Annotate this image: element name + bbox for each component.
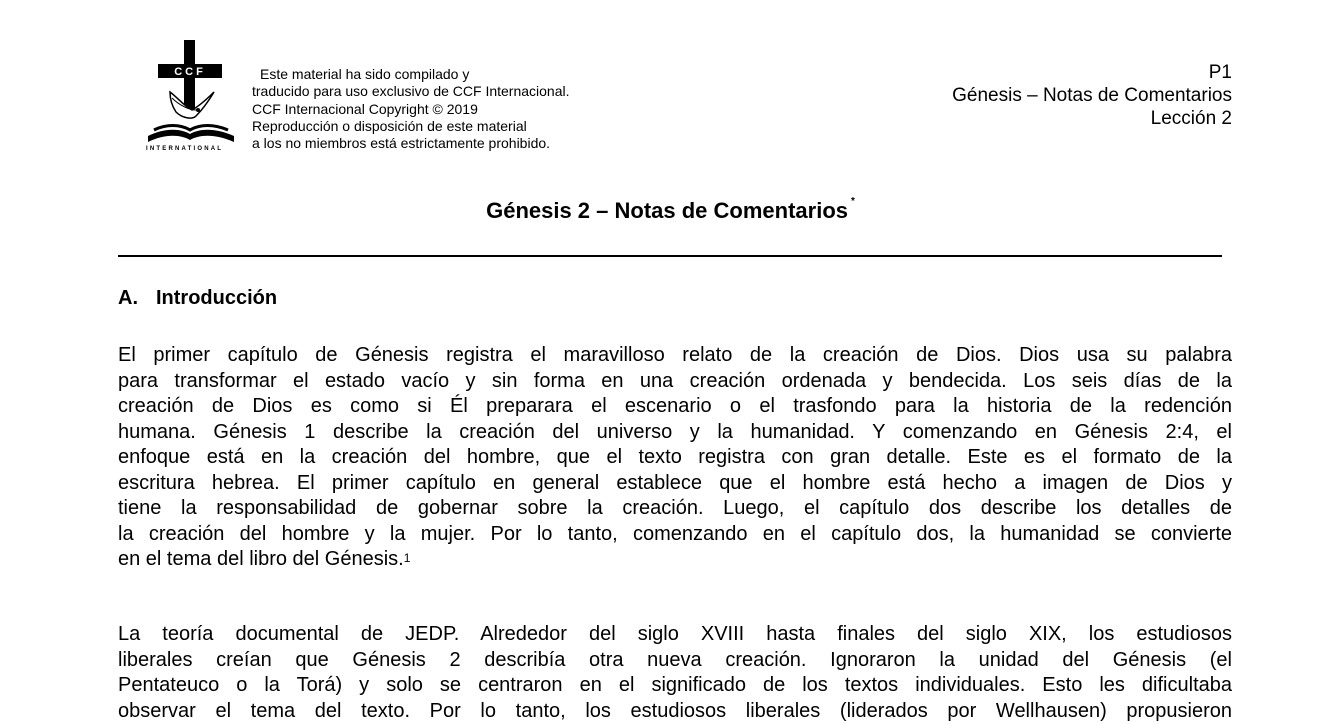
text-line: observar el tema del texto. Por lo tanto, los estudiosos liberales (liderados por Wellhausen) propusieron xyxy=(118,699,1232,724)
text-line: El primer capítulo de Génesis registra el maravilloso relato de la creación de Dios. Dios usa su palabra xyxy=(118,343,1232,369)
notice-line: Este material ha sido compilado y xyxy=(252,66,570,83)
text-line: creación de Dios es como si Él preparara el escenario o el trasfondo para la historia de la redención xyxy=(118,394,1232,420)
text-line: enfoque está en la creación del hombre, que el texto registra con gran detalle. Este es el formato de la xyxy=(118,445,1232,471)
copyright-notice xyxy=(252,66,570,152)
notice-line: Reproducción o disposición de este material xyxy=(252,118,570,135)
section-title: Introducción xyxy=(156,287,277,309)
page-number: P1 xyxy=(952,61,1232,84)
footnote-ref: 1 xyxy=(404,551,411,565)
text-line: en el tema del libro del Génesis. xyxy=(118,548,404,570)
notice-line: traducido para uso exclusivo de CCF Internacional. xyxy=(252,83,570,100)
lesson-label: Lección 2 xyxy=(952,107,1232,130)
text-line: tiene la responsabilidad de gobernar sobre la creación. Luego, el capítulo dos describe los detalles de xyxy=(118,496,1232,522)
title-footnote-marker: * xyxy=(851,196,855,207)
document-title-block xyxy=(0,198,1341,224)
text-line: para transformar el estado vacío y sin forma en una creación ordenada y bendecida. Los seis días de la xyxy=(118,369,1232,395)
text-line: La teoría documental de JEDP. Alrededor del siglo XVIII hasta finales del siglo XIX, los estudiosos xyxy=(118,622,1232,648)
cross-dove-bible-icon xyxy=(144,40,240,158)
paragraph-intro xyxy=(118,343,1232,573)
series-title: Génesis – Notas de Comentarios xyxy=(952,84,1232,107)
text-line-last xyxy=(118,547,1232,573)
text-line: liberales creían que Génesis 2 describía otra nueva creación. Ignoraron la unidad del Génesis (el xyxy=(118,648,1232,674)
logo-letters: CCF xyxy=(174,66,206,78)
section-letter: A. xyxy=(118,287,156,310)
notice-line: a los no miembros está estrictamente prohibido. xyxy=(252,135,570,152)
paragraph-jedp xyxy=(118,622,1232,724)
text-line: la creación del hombre y la mujer. Por lo tanto, comenzando en el capítulo dos, la humanidad se convierte xyxy=(118,522,1232,548)
text-line: humana. Génesis 1 describe la creación del universo y la humanidad. Y comenzando en Génesis 2:4, el xyxy=(118,420,1232,446)
notice-line: CCF Internacional Copyright © 2019 xyxy=(252,101,570,118)
text-line: escritura hebrea. El primer capítulo en general establece que el hombre está hecho a imagen de Dios y xyxy=(118,471,1232,497)
page-header xyxy=(952,61,1232,130)
section-heading xyxy=(118,287,277,310)
title-divider xyxy=(118,255,1222,257)
logo-wordmark: INTERNATIONAL xyxy=(146,146,223,152)
text-line: Pentateuco o la Torá) y solo se centraron en el significado de los textos individuales. Esto les dificultaba xyxy=(118,673,1232,699)
document-title: Génesis 2 – Notas de Comentarios xyxy=(486,198,848,223)
